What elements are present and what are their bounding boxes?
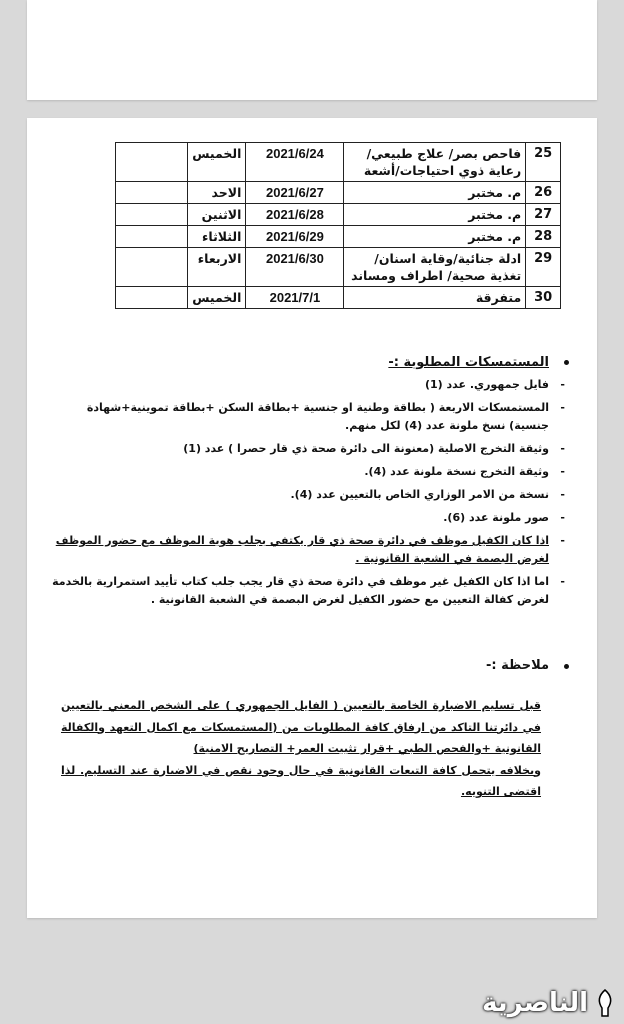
dash-icon: - xyxy=(560,378,565,391)
note-section xyxy=(47,658,567,803)
empty-cell xyxy=(116,248,188,287)
list-item-text: وثيقة التخرج الاصلية (معنونة الى دائرة صحة ذي قار حصرا ) عدد (1) xyxy=(183,442,549,455)
row-day: الاحد xyxy=(188,182,246,204)
row-number: 26 xyxy=(526,182,561,204)
empty-cell xyxy=(116,182,188,204)
row-subject: ادلة جنائية/وقاية اسنان/ تغذية صحية/ اطراف ومساند xyxy=(344,248,526,287)
schedule-table xyxy=(115,142,561,309)
previous-page-fragment xyxy=(27,0,597,100)
dash-icon: - xyxy=(560,575,565,588)
requirements-heading: المستمسكات المطلوبة :- xyxy=(388,355,549,370)
row-number: 29 xyxy=(526,248,561,287)
row-day: الاربعاء xyxy=(188,248,246,287)
empty-cell xyxy=(116,226,188,248)
list-item xyxy=(47,440,567,458)
logo-icon xyxy=(592,988,618,1018)
row-subject: م. مختبر xyxy=(344,204,526,226)
note-body xyxy=(61,695,541,803)
row-date: 2021/6/24 xyxy=(246,143,344,182)
row-number: 25 xyxy=(526,143,561,182)
list-item xyxy=(47,509,567,527)
watermark-text: الناصرية xyxy=(482,988,588,1018)
requirements-heading-wrap xyxy=(47,354,567,372)
dash-icon: - xyxy=(560,442,565,455)
note-text: وبخلافه يتحمل كافة التبعات القانونية في حال وجود نقص في الاضبارة عند التسليم. لذا اقتضى التنويه. xyxy=(61,763,541,798)
dash-icon: - xyxy=(560,401,565,414)
bullet-icon xyxy=(564,664,569,669)
row-subject: فاحص بصر/ علاج طبيعي/رعاية ذوي احتياجات/أشعة xyxy=(344,143,526,182)
list-item-text: صور ملونة عدد (6). xyxy=(443,511,549,524)
row-number: 28 xyxy=(526,226,561,248)
row-subject: متفرقة xyxy=(344,287,526,309)
row-date: 2021/6/29 xyxy=(246,226,344,248)
requirements-section xyxy=(47,354,567,614)
list-item-text: اما اذا كان الكفيل غير موظف في دائرة صحة ذي قار يجب جلب كتاب تأييد استمرارية بالخدمة لغرض كفالة التعيين مع حضور الكفيل لغرض البصمة في الشعبة القانونية . xyxy=(52,575,549,606)
requirements-list xyxy=(47,376,567,609)
document-page xyxy=(27,118,597,918)
list-item xyxy=(47,486,567,504)
row-day: الثلاثاء xyxy=(188,226,246,248)
row-day: الخميس xyxy=(188,143,246,182)
dash-icon: - xyxy=(560,465,565,478)
row-subject: م. مختبر xyxy=(344,182,526,204)
row-date: 2021/6/27 xyxy=(246,182,344,204)
table-row xyxy=(116,248,561,287)
list-item xyxy=(47,573,567,609)
row-number: 30 xyxy=(526,287,561,309)
list-item-text: اذا كان الكفيل موظف في دائرة صحة ذي قار يكتفي بجلب هوية الموظف مع حضور الموظف لغرض البصمة في الشعبة القانونية . xyxy=(55,534,549,565)
list-item xyxy=(47,399,567,435)
dash-icon: - xyxy=(560,534,565,547)
note-heading-wrap xyxy=(47,658,567,673)
note-heading: ملاحظة :- xyxy=(486,658,549,673)
list-item-text: نسخة من الامر الوزاري الخاص بالتعيين عدد (4). xyxy=(290,488,549,501)
list-item-text: المستمسكات الاربعة ( بطاقة وطنية او جنسية +بطاقة السكن +بطاقة تموينية+شهادة جنسية) نسخ ملونة عدد (4) لكل منهم. xyxy=(86,401,549,432)
table-row xyxy=(116,204,561,226)
table-row xyxy=(116,143,561,182)
list-item xyxy=(47,463,567,481)
empty-cell xyxy=(116,143,188,182)
dash-icon: - xyxy=(560,488,565,501)
list-item-text: فايل جمهوري. عدد (1) xyxy=(424,378,549,391)
list-item xyxy=(47,532,567,568)
table-row xyxy=(116,182,561,204)
row-day: الاثنين xyxy=(188,204,246,226)
row-day: الخميس xyxy=(188,287,246,309)
table-row xyxy=(116,226,561,248)
watermark-logo xyxy=(482,988,618,1018)
empty-cell xyxy=(116,287,188,309)
row-date: 2021/6/28 xyxy=(246,204,344,226)
row-date: 2021/6/30 xyxy=(246,248,344,287)
note-text: قبل تسليم الاضبارة الخاصة بالتعيين ( الفايل الجمهوري ) على الشخص المعني بالتعيين في دائرتنا التاكد من ارفاق كافة المطلوبات من (المستمسكات مع اكمال التعهد والكفالة القانونية +والفحص الطبي +قرار تثبيت العمر+ التصاريح الامنية) xyxy=(61,699,541,755)
table-row xyxy=(116,287,561,309)
list-item-text: وثيقة التخرج نسخة ملونة عدد (4). xyxy=(364,465,549,478)
list-item xyxy=(47,376,567,394)
dash-icon: - xyxy=(560,511,565,524)
empty-cell xyxy=(116,204,188,226)
bullet-icon xyxy=(564,360,569,365)
row-date: 2021/7/1 xyxy=(246,287,344,309)
row-subject: م. مختبر xyxy=(344,226,526,248)
row-number: 27 xyxy=(526,204,561,226)
